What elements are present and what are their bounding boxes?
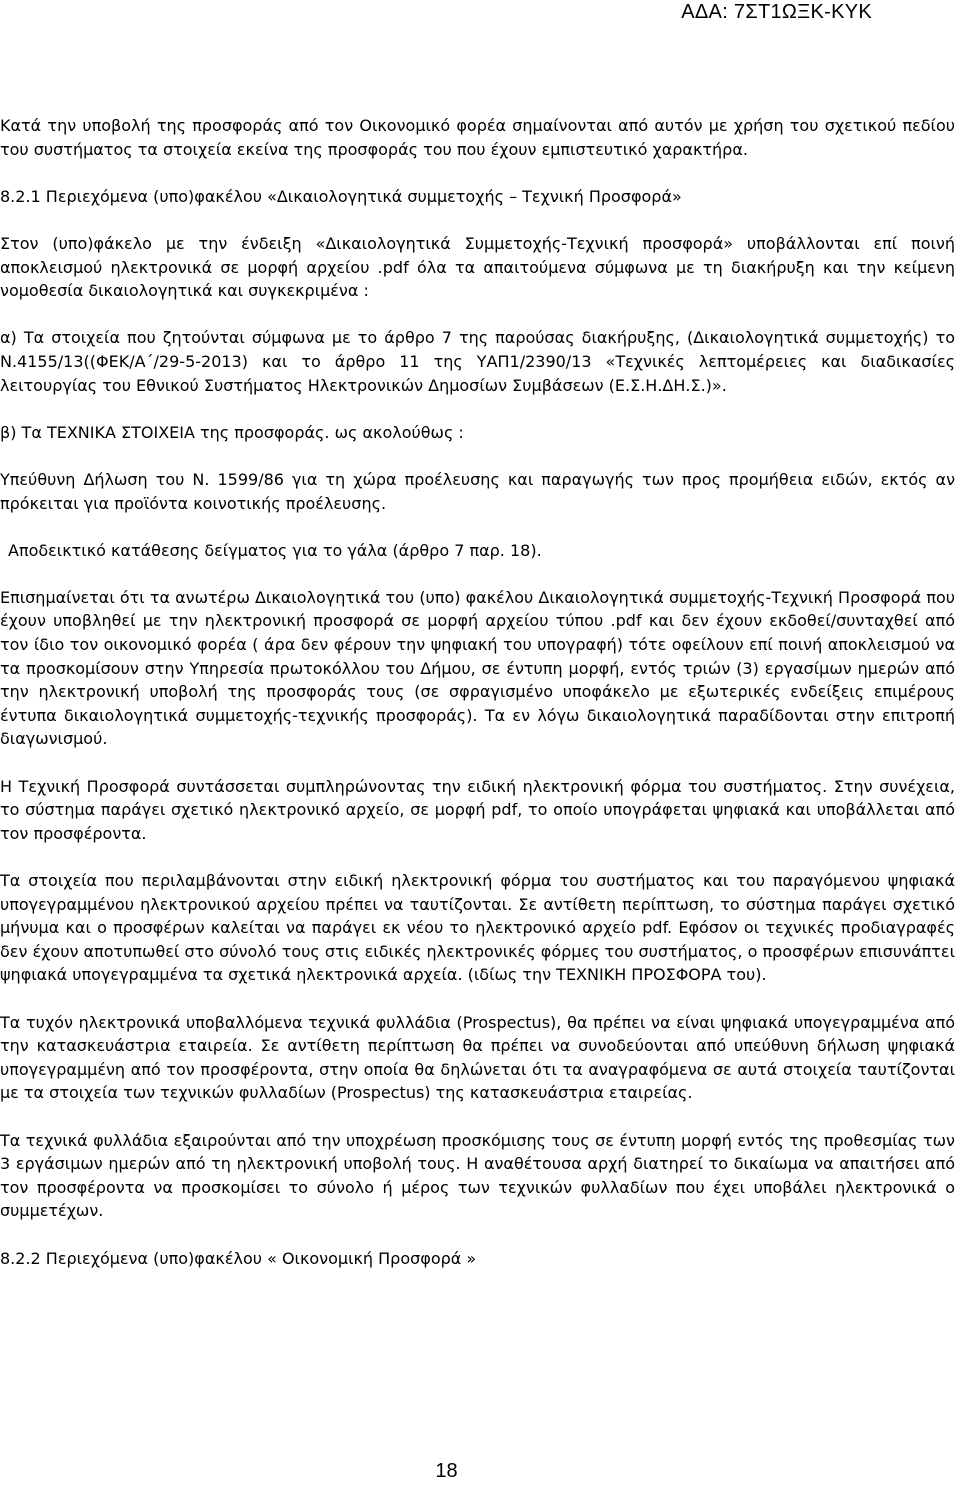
paragraph-technical-leaflets: Τα τεχνικά φυλλάδια εξαιρούνται από την υποχρέωση προσκόμισης τους σε έντυπη μορφή εντός της προθεσμίας των 3 εργάσιμων ημερών από τη ηλεκτρονική υποβολή τους. Η αναθέτουσα αρχή διατηρεί το δικαίωμα να απαιτήσει από τον προσφέροντα να προσκομίσει το σύνολο ή μέρος των τεχνικών φυλλαδίων που έχει υποβάλει ηλεκτρονικά ο συμμετέχων. (0, 1130, 955, 1221)
paragraph-confidential: Κατά την υποβολή της προσφοράς από τον Οικονομικό φορέα σημαίνονται από αυτόν με χρήση του σχετικού πεδίου του συστήματος τα στοιχεία εκείνα της προσφοράς του που έχουν εμπιστευτικό χαρακτήρα. (0, 116, 955, 159)
page-number: 18 (435, 1460, 458, 1482)
paragraph-form-consistency: Τα στοιχεία που περιλαμβάνονται στην ειδική ηλεκτρονική φόρμα του συστήματος και του παραγόμενου ψηφιακά υπογεγραμμένου ηλεκτρονικού αρχείου πρέπει να ταυτίζονται. Σε αντίθετη περίπτωση, το σύστημα παράγει σχετικό μήνυμα και ο προσφέρων καλείται να παράγει εκ νέου το ηλεκτρονικό αρχείο pdf. Εφόσον οι τεχνικές προδιαγραφές δεν έχουν αποτυπωθεί στο σύνολό τους στις ειδικές ηλεκτρονικές φόρμες του συστήματος, ο προσφέρων επισυνάπτει ψηφιακά υπογεγραμμένα τα σχετικά ηλεκτρονικά αρχεία. (ιδίως την ΤΕΧΝΙΚΗ ΠΡΟΣΦΟΡΑ του). (0, 871, 955, 985)
paragraph-technical-offer-form: Η Τεχνική Προσφορά συντάσσεται συμπληρώνοντας την ειδική ηλεκτρονική φόρμα του συστήματος. Στην συνέχεια, το σύστημα παράγει σχετικό ηλεκτρονικό αρχείο, σε μορφή pdf, το οποίο υπογράφεται ψηφιακά και υποβάλλεται από τον προσφέροντα. (0, 776, 955, 843)
paragraph-prospectus: Τα τυχόν ηλεκτρονικά υποβαλλόμενα τεχνικά φυλλάδια (Prospectus), θα πρέπει να είναι ψηφιακά υπογεγραμμένα από την κατασκευάστρια εταιρεία. Σε αντίθετη περίπτωση θα πρέπει να συνοδεύονται από υπεύθυνη δήλωση ψηφιακά υπογεγραμμένη από τον προσφέροντα, στην οποία θα δηλώνεται ότι τα αναγραφόμενα σε αυτά στοιχεία ταυτίζονται με τα στοιχεία των τεχνικών φυλλαδίων (Prospectus) της κατασκευάστρια εταιρείας. (0, 1012, 955, 1103)
section-heading-8-2-2: 8.2.2 Περιεχόμενα (υπο)φακέλου « Οικονομική Προσφορά » (0, 1248, 477, 1268)
paragraph-item-a: α) Τα στοιχεία που ζητούνται σύμφωνα με το άρθρο 7 της παρούσας διακήρυξης, (Δικαιολογητικά συμμετοχής) το Ν.4155/13((ΦΕΚ/Α΄/29-5-2013) και το άρθρο 11 της ΥΑΠ1/2390/13 «Τεχνικές λεπτομέρειες και διαδικασίες λειτουργίας του Εθνικού Συστήματος Ηλεκτρονικών Δημοσίων Συμβάσεων (Ε.Σ.Η.ΔΗ.Σ.)». (0, 328, 955, 395)
paragraph-notice: Επισημαίνεται ότι τα ανωτέρω Δικαιολογητικά του (υπο) φακέλου Δικαιολογητικά συμμετοχής-Τεχνική Προσφορά που έχουν υποβληθεί με την ηλεκτρονική προσφορά σε μορφή αρχείου τύπου .pdf και δεν έχουν εκδοθεί/συνταχθεί από τον ίδιο τον οικονομικό φορέα ( άρα δεν φέρουν την ψηφιακή του υπογραφή) τότε οφείλουν επί ποινή αποκλεισμού να τα προσκομίσουν στην Υπηρεσία πρωτοκόλλου του Δήμου, σε έντυπη μορφή, εντός τριών (3) εργασίμων ημερών από την ηλεκτρονική υποβολή της προσφοράς τους (σε σφραγισμένο υποφάκελο με εξωτερικές ενδείξεις επιμέρους έντυπα δικαιολογητικά συμμετοχής-τεχνικής προσφοράς). Τα εν λόγω δικαιολογητικά παραδίδονται στην επιτροπή διαγωνισμού. (0, 587, 955, 749)
section-heading-8-2-1: 8.2.1 Περιεχόμενα (υπο)φακέλου «Δικαιολογητικά συμμετοχής – Τεχνική Προσφορά» (0, 186, 682, 206)
paragraph-sample-proof: Αποδεικτικό κατάθεσης δείγματος για το γάλα (άρθρο 7 παρ. 18). (8, 540, 542, 560)
ada-code: ΑΔΑ: 7ΣΤ1ΩΞΚ-ΚΥΚ (681, 1, 872, 23)
paragraph-declaration: Υπεύθυνη Δήλωση του Ν. 1599/86 για τη χώρα προέλευσης και παραγωγής των προς προμήθεια ειδών, εκτός αν πρόκειται για προϊόντα κοινοτικής προέλευσης. (0, 469, 955, 513)
paragraph-submission: Στον (υπο)φάκελο με την ένδειξη «Δικαιολογητικά Συμμετοχής-Τεχνική προσφορά» υποβάλλονται επί ποινή αποκλεισμού ηλεκτρονικά σε μορφή αρχείου .pdf όλα τα απαιτούμενα σύμφωνα με τη διακήρυξη και την κείμενη νομοθεσία δικαιολογητικά και συγκεκριμένα : (0, 233, 956, 301)
document-body (0, 114, 955, 1270)
paragraph-item-b: β) Τα ΤΕΧΝΙΚΑ ΣΤΟΙΧΕΙΑ της προσφοράς. ως ακολούθως : (0, 422, 464, 442)
